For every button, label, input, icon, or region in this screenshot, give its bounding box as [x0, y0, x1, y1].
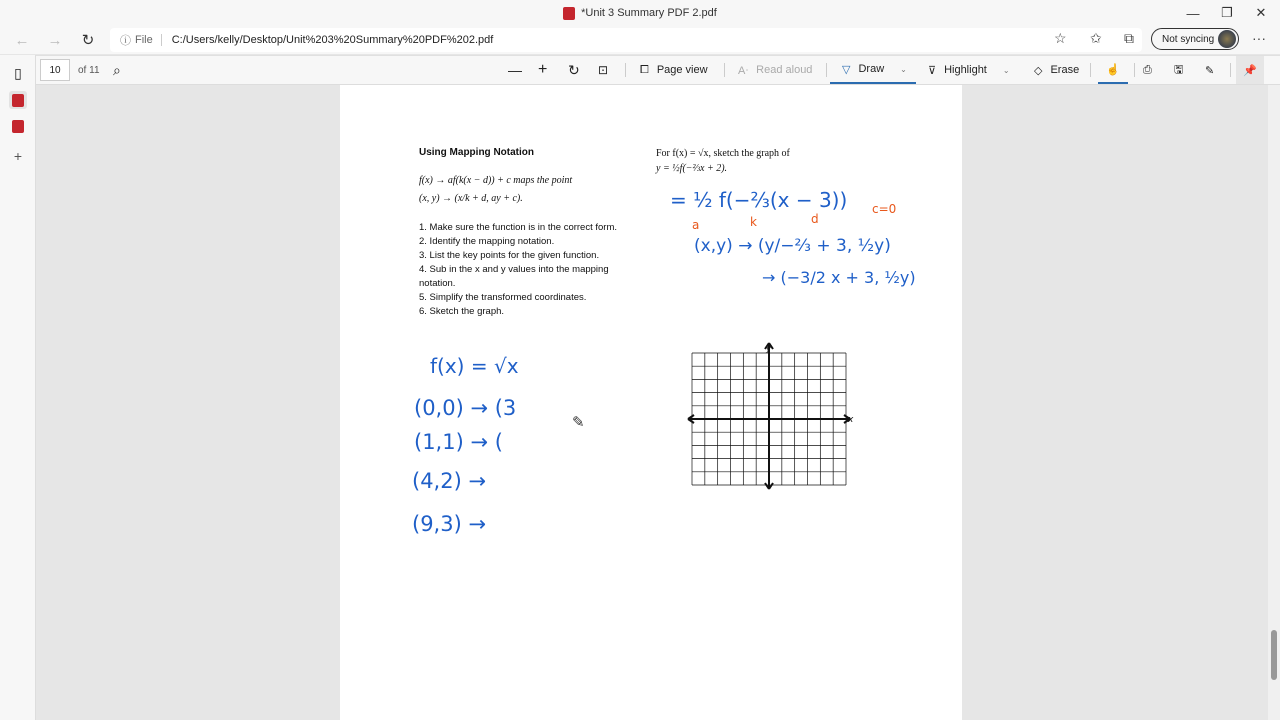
toggle-panel-icon[interactable]: ▯ [14, 64, 22, 81]
pdf-page [340, 85, 962, 720]
window-title: *Unit 3 Summary PDF 2.pdf [581, 7, 717, 19]
pdf-toolbar [0, 55, 1280, 85]
vertical-scrollbar[interactable] [1268, 85, 1280, 720]
add-favorite-icon[interactable]: ☆ [1054, 30, 1067, 46]
info-icon[interactable]: ⓘ [120, 35, 131, 47]
highlight-label: Highlight [944, 64, 987, 76]
ink-map1: (x,y) → (y/−⅔ + 3, ½y) [694, 236, 891, 256]
mapping-rule-point: (x, y) → (x/k + d, ay + c). [419, 193, 523, 204]
zoom-out-icon[interactable]: — [508, 62, 522, 78]
ink-layer [340, 85, 962, 720]
step: 6. Sketch the graph. [419, 306, 505, 317]
back-button[interactable]: ← [14, 31, 30, 49]
read-aloud-label: Read aloud [756, 64, 813, 76]
fit-page-icon[interactable]: ⊡ [598, 63, 609, 77]
forward-button[interactable]: → [47, 31, 63, 49]
left-heading: Using Mapping Notation [419, 147, 534, 158]
zoom-in-icon[interactable]: + [538, 61, 548, 78]
read-aloud-icon: Aᐧ [738, 64, 749, 77]
restore-button[interactable]: ❐ [1221, 5, 1233, 20]
ink-point: (0,0) → (3 [414, 396, 517, 420]
pdf-icon [563, 7, 575, 20]
eraser-icon: ◇ [1034, 64, 1043, 77]
page-total: of 11 [78, 64, 100, 76]
axis-x-label: x [848, 415, 854, 425]
ink-label-a: a [692, 218, 700, 232]
refresh-button[interactable]: ↻ [81, 32, 95, 49]
erase-label: Erase [1050, 64, 1080, 76]
draw-label: Draw [858, 63, 885, 75]
step: 2. Identify the mapping notation. [419, 236, 555, 247]
search-icon[interactable]: ⌕ [113, 61, 121, 78]
problem-function: y = ½f(−⅔x + 2). [656, 163, 728, 174]
pin-toolbar-icon[interactable]: 📌 [1236, 56, 1264, 84]
page-number-input[interactable]: 10 [40, 59, 70, 81]
minimize-button[interactable]: — [1186, 5, 1200, 21]
chevron-down-icon[interactable]: ⌄ [1002, 65, 1010, 75]
pdf-tab-icon[interactable] [9, 91, 27, 109]
highlight-icon: ⊽ [928, 64, 937, 77]
save-as-icon[interactable]: ✎ [1205, 64, 1215, 77]
pdf-tab-icon[interactable] [9, 117, 27, 135]
ink-label-d: d [811, 212, 819, 226]
ink-fx: f(x) = √x [430, 354, 519, 378]
step: 5. Simplify the transformed coordinates. [419, 292, 587, 303]
avatar [1218, 30, 1236, 48]
save-icon[interactable]: 🖫 [1174, 63, 1184, 76]
touch-write-icon[interactable]: ☝ [1098, 56, 1128, 84]
scrollbar-thumb[interactable] [1271, 630, 1277, 680]
ink-point: (4,2) → [412, 469, 487, 493]
coordinate-grid [688, 343, 850, 489]
draw-button[interactable] [830, 56, 916, 84]
url-text: C:/Users/kelly/Desktop/Unit%203%20Summary%20PDF%202.pdf [171, 34, 494, 46]
address-bar [0, 26, 1280, 54]
page-view-button[interactable] [640, 56, 708, 84]
more-menu-icon[interactable]: ··· [1252, 30, 1266, 46]
print-icon[interactable]: ⎙ [1143, 63, 1152, 76]
step: 1. Make sure the function is in the correct form. [419, 222, 618, 233]
file-label: File [135, 34, 162, 46]
chevron-down-icon[interactable]: ⌄ [900, 64, 907, 74]
step: 3. List the key points for the given function. [419, 250, 600, 261]
sync-label: Not syncing [1162, 33, 1215, 45]
axis-y-label: y [766, 344, 772, 354]
new-tab-icon[interactable]: + [13, 148, 23, 164]
pen-cursor-icon: ✎ [572, 413, 585, 431]
sidebar [0, 55, 36, 720]
ink-point: (1,1) → ( [414, 430, 503, 454]
close-button[interactable]: ✕ [1255, 5, 1267, 20]
problem-statement: For f(x) = √x, sketch the graph of [656, 148, 790, 159]
step: 4. Sub in the x and y values into the mapping notation. [419, 264, 609, 289]
ink-map2: → (−3/2 x + 3, ½y) [762, 268, 916, 287]
ink-label-c: c=0 [872, 202, 897, 216]
rotate-icon[interactable]: ↻ [568, 61, 580, 78]
read-aloud-button[interactable] [738, 56, 812, 84]
ink-point: (9,3) → [412, 512, 487, 536]
collections-icon[interactable]: ⧉ [1124, 30, 1134, 46]
highlight-button[interactable] [928, 56, 1010, 84]
ink-rewrite: = ½ f(−⅔(x − 3)) [670, 188, 848, 212]
url-field[interactable] [110, 28, 1142, 52]
mapping-rule: f(x) → af(k(x − d)) + c maps the point [419, 175, 573, 186]
title-bar [0, 0, 1280, 26]
favorites-icon[interactable]: ✩ [1090, 30, 1102, 46]
page-view-label: Page view [656, 64, 708, 76]
ink-label-k: k [750, 215, 757, 229]
erase-button[interactable] [1034, 56, 1079, 84]
page-view-icon: ⧠ [640, 63, 649, 76]
profile-button[interactable] [1151, 28, 1239, 50]
draw-icon: ▽ [842, 63, 851, 76]
